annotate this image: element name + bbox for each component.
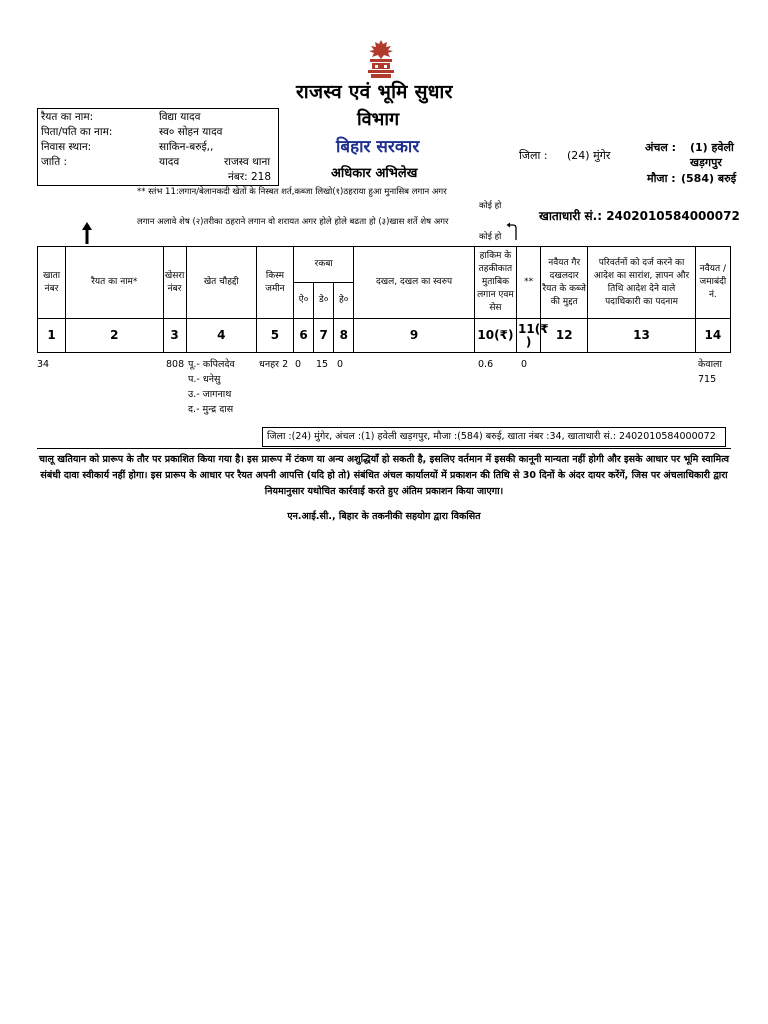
col-number: 4 <box>186 319 256 353</box>
header-khesra: खेसरा नंबर <box>163 247 186 319</box>
row-chauhaddi-west: प.- धनेसु <box>188 374 221 385</box>
anchal-value-2: खड़गपुर <box>690 156 722 169</box>
col-number: 9 <box>354 319 475 353</box>
row-lagan: 0.6 <box>478 359 494 370</box>
anchal-label: अंचल : <box>645 141 677 154</box>
raiyat-info-box <box>37 108 279 186</box>
khatadhari-number: खाताधारी सं.: 2402010584000072 <box>539 209 740 223</box>
row-khata: 34 <box>37 359 50 370</box>
caste-value: यादव <box>159 156 180 168</box>
note-line-4: कोई हो <box>479 232 502 242</box>
col-number: 7 <box>314 319 334 353</box>
header-dakhal: दखल, दखल का स्वरुप <box>354 247 475 319</box>
header-rakba: रकबा <box>294 247 354 283</box>
department-title: राजस्व एवं भूमि सुधार <box>296 81 453 103</box>
mauja-label: मौजा : <box>647 172 676 185</box>
header-kism: किस्म जमीन <box>256 247 293 319</box>
divider <box>37 448 731 449</box>
header-hectare: हे० <box>334 283 354 319</box>
header-decimal: डे० <box>314 283 334 319</box>
col-number: 3 <box>163 319 186 353</box>
note-line-3: लगान अलावे शेष (२)तरीका ठहराने लगान वो शरायत अगर होले होले बढता हो (३)खास शर्ते शेष अगर <box>137 217 449 227</box>
footer-credit: एन.आई.सी., बिहार के तकनीकी सहयोग द्वारा विकसित <box>287 511 481 522</box>
thana-value: नंबर: 218 <box>228 171 272 183</box>
row-chauhaddi-east: पू.- कपिलदेव <box>188 359 235 370</box>
col-number: 1 <box>38 319 66 353</box>
anchal-value: (1) हवेली <box>690 141 734 154</box>
district-label: जिला : <box>519 149 548 162</box>
department-subtitle: विभाग <box>357 109 400 130</box>
mauja-value: (584) बरुई <box>681 172 737 185</box>
residence-value: साकिन-बरुई,, <box>159 141 214 153</box>
header-jamabandi: नवैयत /जमाबंदी नं. <box>695 247 730 319</box>
document-title: अधिकार अभिलेख <box>331 166 418 181</box>
row-kism: धनहर 2 <box>259 359 289 370</box>
up-arrow-icon <box>80 220 94 246</box>
bihar-emblem-icon <box>362 38 400 80</box>
curved-arrow-icon <box>506 222 520 242</box>
thana-label: राजस्व थाना <box>224 156 271 168</box>
district-value: (24) मुंगेर <box>567 149 611 162</box>
col-number: 2 <box>66 319 163 353</box>
header-acre: ऐ० <box>294 283 314 319</box>
row-chauhaddi-south: द.- मुन्द्र दास <box>188 404 234 415</box>
row-cess: 0 <box>521 359 528 370</box>
row-hectare: 0 <box>337 359 344 370</box>
row-jamabandi-number: 715 <box>698 374 717 385</box>
col-number: 12 <box>541 319 588 353</box>
row-khesra: 808 <box>166 359 185 370</box>
header-navpat: नवैयत गैर दखलदार रैयत के कब्जे की मुद्दत <box>541 247 588 319</box>
col-number: 13 <box>588 319 695 353</box>
raiyat-name-label: रैयत का नाम: <box>41 111 94 123</box>
col-number: 6 <box>294 319 314 353</box>
father-name-label: पिता/पति का नाम: <box>41 126 113 138</box>
father-name-value: स्व० सोहन यादव <box>159 126 223 138</box>
khatiyan-table <box>37 246 731 353</box>
header-hakim: हाकिम के तहकीकात मुताबिक लगान एवम सेस <box>474 247 516 319</box>
government-name: बिहार सरकार <box>336 137 420 157</box>
header-parivartan: परिवर्तनों को दर्ज करने का आदेश का सारांश, ज्ञापन और तिथि आदेश देने वाले पदाधिकारी का पदनाम <box>588 247 695 319</box>
row-acre: 0 <box>295 359 302 370</box>
note-line-1: ** स्तंभ 11:लगान/बेलानकदी खेतों के निस्बत शर्त,कब्जा लिखो(१)ठहराया हुआ मुनासिब लगान अगर <box>137 187 447 197</box>
raiyat-name-value: विद्या यादव <box>159 111 201 123</box>
row-chauhaddi-north: उ.- जागनाथ <box>188 389 232 400</box>
header-chauhaddi: खेत चौहद्दी <box>186 247 256 319</box>
header-raiyat: रैयत का नाम* <box>66 247 163 319</box>
col-number: 14 <box>695 319 730 353</box>
row-jamabandi-type: केवाला <box>698 359 722 370</box>
residence-label: निवास स्थान: <box>41 141 92 153</box>
caste-label: जाति : <box>41 156 68 168</box>
note-line-2: कोई हो <box>479 201 502 211</box>
col-number: 10(₹) <box>474 319 516 353</box>
col-number: 5 <box>256 319 293 353</box>
col-number: 11(₹ ) <box>517 319 541 353</box>
header-khata: खाता नंबर <box>38 247 66 319</box>
row-decimal: 15 <box>316 359 329 370</box>
disclaimer-text: चालू खतियान को प्रारूप के तौर पर प्रकाशित किया गया है। इस प्रारूप में टंकण या अन्य अशुद्धियाँ हो सकती है, इसलिए वर्तमान में इसकी कानूनी मान्यता नहीं होगी और इसके आधार पर भूमि स्वामित्व संबंधी दावा स्वीकार्य नहीं होगा। इस प्रारूप के आधार पर रैयत अपनी आपत्ति (यदि हो तो) संबंधित अंचल कार्यालयों में प्रकाशन की तिथि से 30 दिनों के अंदर दायर करेंगें, जिस पर अंचलाधिकारी द्वारा नियमानुसार यथोचित कार्रवाई करते हुए अंतिम प्रकाशन किया जाएगा। <box>38 454 730 497</box>
header-star: ** <box>517 247 541 319</box>
summary-box: जिला :(24) मुंगेर, अंचल :(1) हवेली खड़गपुर, मौजा :(584) बरुई, खाता नंबर :34, खाताधारी सं.: 2402010584000072 <box>262 427 726 447</box>
col-number: 8 <box>334 319 354 353</box>
